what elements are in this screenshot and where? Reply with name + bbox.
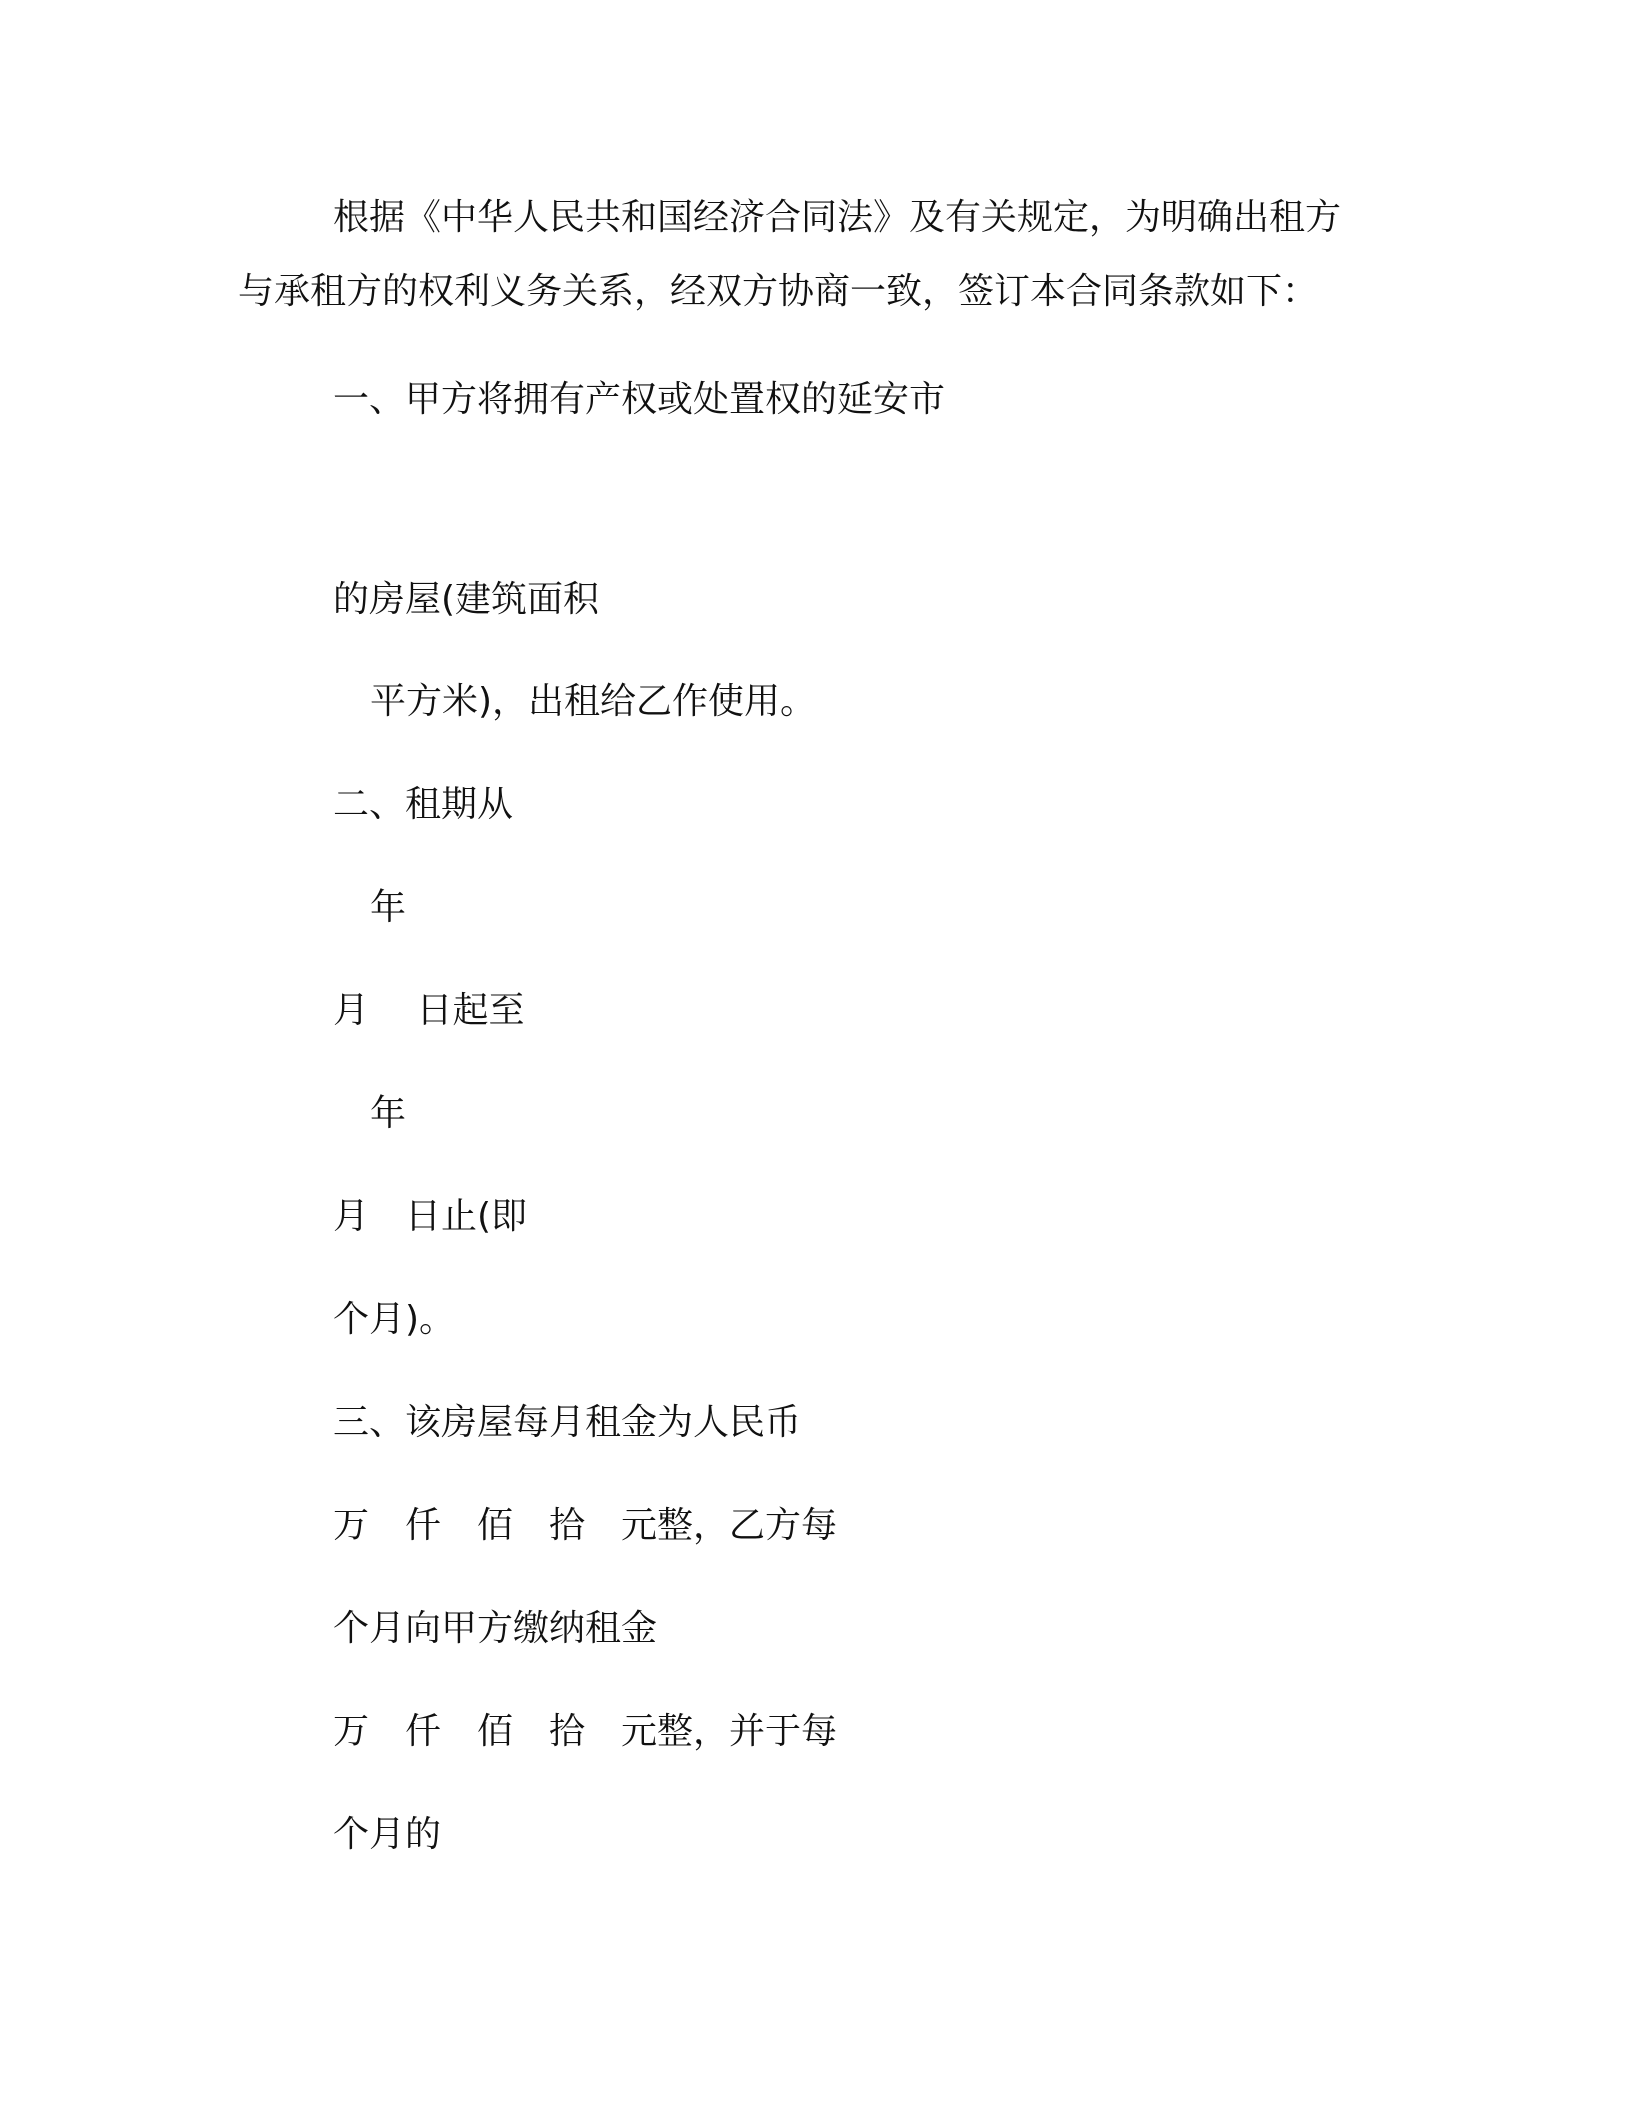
- intro-line-2: 与承租方的权利义务关系，经双方协商一致，签订本合同条款如下：: [238, 271, 1319, 312]
- clause-3-line-5: 个月的: [333, 1814, 442, 1855]
- clause-2-line-4: 年: [370, 1093, 407, 1134]
- clause-1-line-3: 平方米)，出租给乙作使用。: [370, 681, 817, 722]
- clause-3-line-1: 三、该房屋每月租金为人民币: [333, 1402, 802, 1443]
- clause-2-line-3: 月 日起至: [333, 990, 525, 1031]
- clause-2-line-5: 月 日止(即: [333, 1196, 528, 1237]
- clause-3-line-3: 个月向甲方缴纳租金: [333, 1608, 658, 1649]
- clause-3-line-2: 万 仟 佰 拾 元整，乙方每: [333, 1505, 838, 1546]
- clause-1-line-1: 一、甲方将拥有产权或处置权的延安市: [333, 379, 946, 420]
- intro-line-1: 根据《中华人民共和国经济合同法》及有关规定，为明确出租方: [333, 197, 1342, 238]
- clause-2-line-6: 个月)。: [333, 1299, 456, 1340]
- clause-2-line-1: 二、租期从: [333, 784, 514, 825]
- clause-2-line-2: 年: [370, 887, 407, 928]
- clause-3-line-4: 万 仟 佰 拾 元整，并于每: [333, 1711, 838, 1752]
- clause-1-line-2: 的房屋(建筑面积: [333, 579, 600, 620]
